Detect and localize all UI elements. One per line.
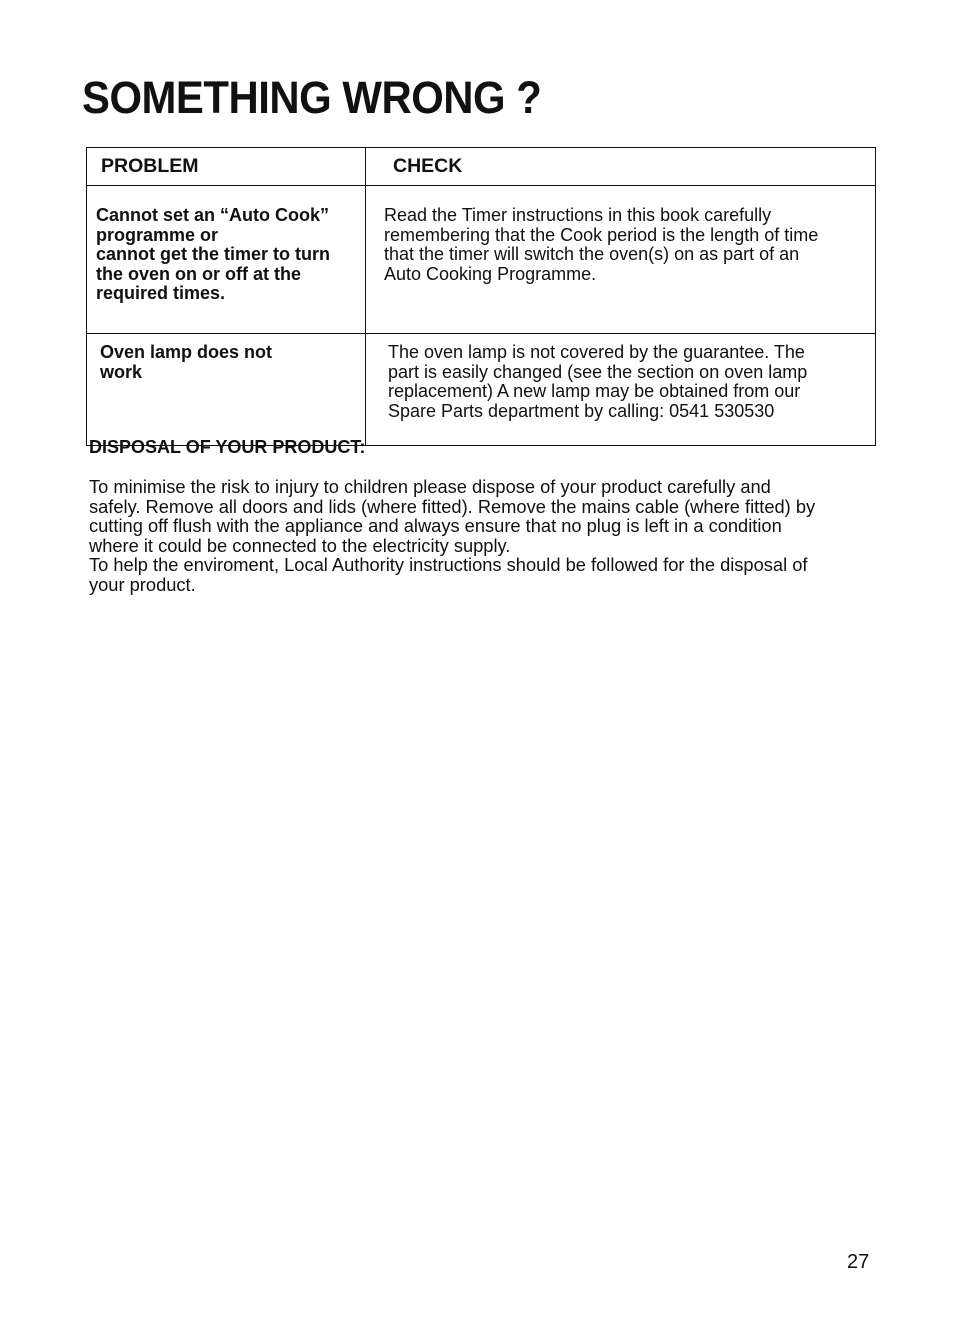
check-text-line: that the timer will switch the oven(s) on as part of an [384, 244, 800, 265]
disposal-paragraph [89, 477, 889, 595]
disposal-text-line: where it could be connected to the electricity supply. [89, 534, 511, 556]
table-header-row [87, 148, 876, 186]
check-text-line: part is easily changed (see the section on oven lamp [388, 361, 808, 382]
check-text-line: Spare Parts department by calling: 0541 530530 [388, 400, 775, 421]
check-text-line: replacement) A new lamp may be obtained from our [388, 381, 801, 402]
problem-text-line: the oven on or off at the [96, 263, 301, 284]
page-number: 27 [847, 1251, 870, 1273]
check-text-line: remembering that the Cook period is the length of time [384, 224, 819, 245]
page-title: SOMETHING WRONG ? [82, 72, 542, 123]
problem-text-line: programme or [96, 224, 219, 245]
check-text-line: Read the Timer instructions in this book carefully [384, 205, 772, 225]
disposal-heading: DISPOSAL OF YOUR PRODUCT: [89, 437, 366, 457]
header-problem: PROBLEM [87, 148, 366, 186]
header-check: CHECK [366, 148, 876, 186]
problem-text-line: Cannot set an “Auto Cook” [96, 205, 329, 225]
problem-cell [87, 186, 366, 334]
troubleshooting-table [86, 147, 876, 446]
check-cell [366, 334, 876, 446]
check-text-line: The oven lamp is not covered by the guarantee. The [388, 342, 805, 362]
disposal-text-line: your product. [89, 573, 196, 595]
problem-text-line: work [100, 361, 143, 382]
check-cell [366, 186, 876, 334]
disposal-text-line: safely. Remove all doors and lids (where fitted). Remove the mains cable (where fitted) by [89, 495, 816, 517]
problem-text-line: required times. [96, 283, 226, 304]
problem-text-line: cannot get the timer to turn [96, 244, 330, 265]
disposal-text-line: To minimise the risk to injury to children please dispose of your product carefully and [89, 476, 771, 497]
disposal-text-line: cutting off flush with the appliance and always ensure that no plug is left in a condition [89, 515, 782, 537]
problem-cell [87, 334, 366, 446]
problem-text-line: Oven lamp does not [100, 342, 273, 362]
table-row [87, 334, 876, 446]
table-row [87, 186, 876, 334]
check-text-line: Auto Cooking Programme. [384, 263, 597, 284]
disposal-text-line: To help the enviroment, Local Authority instructions should be followed for the disposal of [89, 554, 808, 576]
